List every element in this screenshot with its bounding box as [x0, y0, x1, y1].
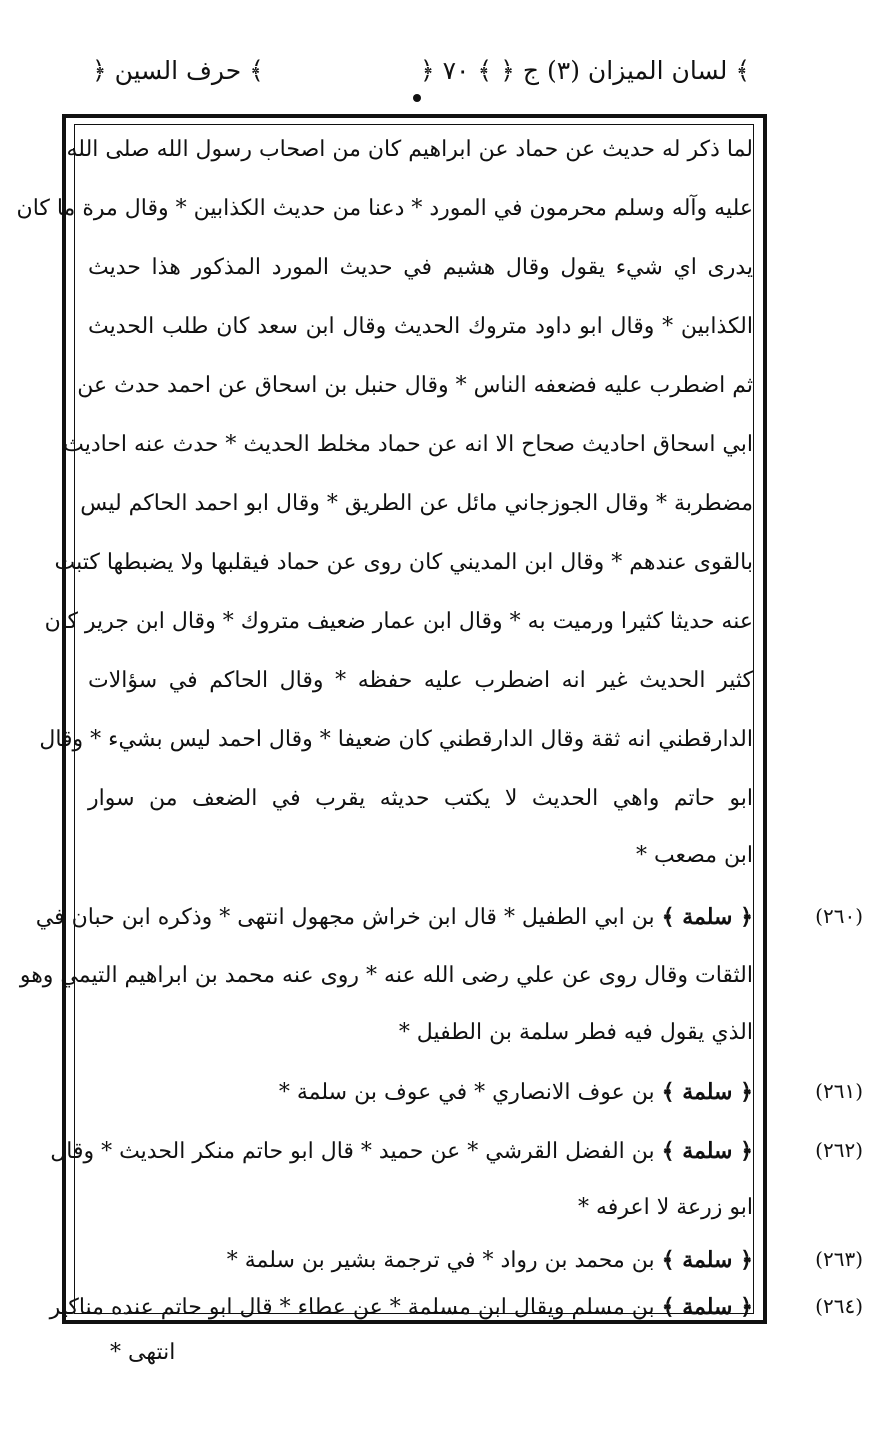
text-line: لما ذكر له حديث عن حماد عن ابراهيم كان من اصحاب رسول الله صلى الله	[66, 137, 753, 162]
entry-number: (٢٦٤)	[815, 1294, 863, 1318]
entry-263-line	[153, 1245, 753, 1276]
text-line: عليه وآله وسلم محرمون في المورد * دعنا من حديث الكذابين * وقال مرة ما كان	[16, 196, 753, 221]
entry-number: (٢٦٣)	[815, 1247, 863, 1271]
page-number: ﴿ ٧٠ ﴾	[420, 56, 493, 85]
text-line: الدارقطني انه ثقة وقال الدارقطني كان ضعيفا * وقال احمد ليس بشيء * وقال	[39, 727, 753, 752]
entry-262-text: بن الفضل القرشي * عن حميد * قال ابو حاتم منكر الحديث * وقال	[50, 1139, 655, 1164]
text-line: ثم اضطرب عليه فضعفه الناس * وقال حنبل بن اسحاق عن احمد حدث عن	[77, 373, 753, 398]
entry-264-text: بن مسلم ويقال ابن مسلمة * عن عطاء * قال ابو حاتم عنده مناكير	[49, 1295, 655, 1320]
text-line: عنه حديثا كثيرا ورميت به * وقال ابن عمار ضعيف متروك * وقال ابن جرير كان	[44, 609, 753, 634]
text-line: الذي يقول فيه فطر سلمة بن الطفيل *	[398, 1020, 753, 1045]
entry-262-name: ﴿ سلمة ﴾	[661, 1138, 753, 1164]
text-line: الثقات وقال روى عن علي رضى الله عنه * روى عنه محمد بن ابراهيم التيمي وهو	[19, 963, 753, 988]
page-header	[80, 50, 750, 100]
catchword: انتهى *	[110, 1340, 176, 1365]
text-line: ابو حاتم واهي الحديث لا يكتب حديثه يقرب في الضعف من سوار	[88, 786, 753, 811]
entry-264-name: ﴿ سلمة ﴾	[661, 1294, 753, 1320]
text-line: ابي اسحاق احاديث صحاح الا انه عن حماد مخلط الحديث * حدث عنه احاديث	[63, 432, 753, 457]
entry-263-text: بن محمد بن رواد * في ترجمة بشير بن سلمة *	[226, 1248, 655, 1273]
entry-number: (٢٦٢)	[815, 1138, 863, 1162]
entry-number: (٢٦١)	[815, 1079, 863, 1103]
entry-261-text: بن عوف الانصاري * في عوف بن سلمة *	[278, 1080, 655, 1105]
entry-262-line	[50, 1136, 753, 1167]
text-line: كثير الحديث غير انه اضطرب عليه حفظه * وقال الحاكم في سؤالات	[88, 668, 753, 693]
section-title: ﴿ حرف السين ﴾	[92, 56, 264, 85]
entry-263-name: ﴿ سلمة ﴾	[661, 1247, 753, 1273]
entry-264-line	[49, 1292, 753, 1323]
text-line: ابن مصعب *	[635, 843, 753, 868]
entry-261-line	[153, 1077, 753, 1108]
book-title: ﴿ لسان الميزان (٣) ج ﴾	[500, 56, 750, 85]
entry-number: (٢٦٠)	[815, 904, 863, 928]
entry-260-line	[35, 902, 753, 933]
entry-260-name: ﴿ سلمة ﴾	[661, 904, 753, 930]
text-line: ابو زرعة لا اعرفه *	[578, 1195, 753, 1220]
text-line: الكذابين * وقال ابو داود متروك الحديث وقال ابن سعد كان طلب الحديث	[88, 314, 753, 339]
entry-261-name: ﴿ سلمة ﴾	[661, 1079, 753, 1105]
text-line: مضطربة * وقال الجوزجاني مائل عن الطريق * وقال ابو احمد الحاكم ليس	[80, 491, 753, 516]
text-line: بالقوى عندهم * وقال ابن المديني كان روى عن حماد فيقلبها ولا يضبطها كتبت	[54, 550, 753, 575]
entry-260-text: بن ابي الطفيل * قال ابن خراش مجهول انتهى * وذكره ابن حبان في	[35, 905, 655, 930]
ornament-dot	[413, 94, 421, 102]
text-line: يدرى اي شيء يقول وقال هشيم في حديث المورد المذكور هذا حديث	[88, 255, 753, 280]
